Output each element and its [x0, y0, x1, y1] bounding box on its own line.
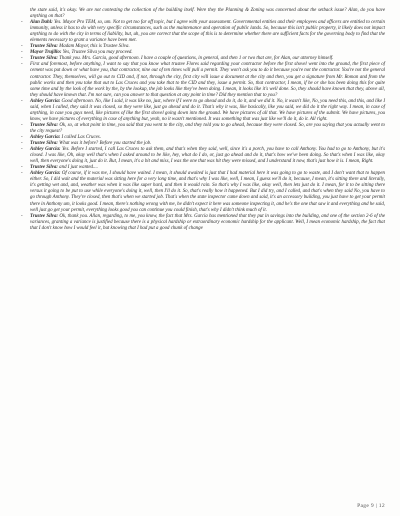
bullet-dash: -	[21, 134, 23, 140]
bullet-dash: -	[21, 147, 23, 153]
transcript-paragraph-7	[21, 122, 385, 135]
speaker-name: Ashley Garcia:	[30, 134, 61, 140]
speaker-name: Trustee Silva:	[30, 122, 59, 128]
bullet-dash: -	[21, 50, 23, 56]
transcript-paragraph-6	[21, 98, 385, 123]
speaker-name: Trustee Silva:	[30, 213, 59, 219]
paragraph-text: Yes. Before I started, I call Las Cruces to ask them, and that's when they said, well, since it's a porch, you have to call Anthony. You had to go to Anthony, but it's closed. I was like, Oh, okay well that's when I asked around to be like, hey, what do I do, or, just go ahead and do it, that's how we've been doing. So that's when I was like, okay well, then everyone's doing it, just do it. But, I mean, it's a bit and miss, I was the one that was hit they were missed, and I understand it now, that's just how it is. I mean, Right.	[30, 147, 385, 165]
bullet-dash: -	[21, 20, 23, 26]
speaker-name: Mayor Trujillo:	[30, 50, 62, 56]
paragraph-text: Good afternoon. No, like I said, it was like no, just, where if I were to go ahead and do it, do it, and we did it. No, it wasn't like, No, you need this, and this, and like I said, when I called, they said it was closed, so they were like, just go ahead and do it. That's why it was, like basically, like you said, we did do it the right way. I mean, in case of anything, in case you guys need, like pictures of like the first shovel going down into the ground. We have pictures of all that. We have pictures of the submit. We have pictures, you know, we have pictures of everything in case of anything but, yeah, no it wasn't mentioned. It was something that was just like we'll do it, do it. All right.	[30, 98, 385, 122]
transcript-paragraph-0	[30, 8, 385, 20]
paragraph-text: Ok, so, at what point in time, you said that you went to the city, and they told you to go ahead, because they were closed. So, are you saying that you actually went to the city request?	[30, 122, 385, 134]
paragraph-text: the state said, it's okay. We are not contesting the collection of the building itself. Were they the Planning & Zoning was concerned about the setback issue? Alan, do you have anything on that?	[30, 8, 385, 20]
bullet-dash: -	[21, 122, 23, 128]
bullet-dash: -	[21, 213, 23, 219]
speaker-name: Ashley Garcia:	[30, 171, 61, 177]
paragraph-text: First and foremost, before anything, I want to say that you know what trustee Flores said regarding your contractor before the first shovel went into the ground, the first piece of cement was put down or what have you, that contractor, nine out of ten times will pull a permit. They won't ask you to do it because you're not the contractor. You're not the general contractor. They, themselves, will go out to CID and, if not, through the city, first city will issue a document at the city and then, you get a signature from Mr. Roman and from the public works and then you take that out to Las Cruces and you take that to the CID and they, issue a permit. So, that contractor, I mean, if he or she has been doing this for quite some time and by the look of the work by the, by the lookup, the job looks like they've been doing. I mean, it looks like it's well done. So, they should have known that they, above all, they should have known that. I'm not sure, can you answer to that question at any point in time? Did they mention that to you?	[30, 62, 385, 98]
transcript-paragraph-1	[21, 20, 385, 44]
transcript-paragraph-12	[21, 171, 385, 213]
bullet-dash: -	[21, 98, 23, 104]
paragraph-text: I called Las Cruces.	[61, 134, 101, 140]
paragraph-text: What was it before? Before you started the job.	[59, 141, 152, 147]
bullet-dash: -	[21, 165, 23, 171]
paragraph-text: Madam Mayor, this is Trustee Silva.	[59, 44, 130, 50]
bullet-dash: -	[21, 44, 23, 50]
speaker-name: Ashley Garcia:	[30, 147, 61, 153]
speaker-name: Trustee Silva:	[30, 44, 58, 50]
speaker-name: Ashley Garcia:	[30, 98, 61, 104]
paragraph-text: Thank you. Mrs. Garcia, good afternoon. I have a couple of questions, in general, and then 1 or two that are, for Alan, our attorney himself.	[59, 56, 334, 62]
paragraph-text: Yes. Mayor Pro TEM, so, um. Not to get too far off topic, but I agree with your assessment. Governmental entities and their employees and officers are entitled to certain immunity, unless it has to do with very specific circumstances, such as the maintenance and operation of public lands. So, because this isn't public property, it likely does not impact anything to do with the city in terms of liability, but, uh, you are correct that the scope of this is to determine whether there are sufficient facts for the governing body to find that the elements necessary to grant a variance have been met.	[30, 20, 385, 44]
speaker-name: Alan Dahl:	[30, 20, 53, 26]
paragraph-text: and I just wanted....	[59, 165, 98, 171]
bullet-dash: -	[21, 141, 23, 147]
transcript-paragraph-10	[21, 147, 385, 165]
transcript-body	[20, 8, 385, 232]
speaker-name: Trustee Silva:	[30, 56, 58, 62]
page-number-footer: Page 9 | 12	[357, 503, 385, 509]
speaker-name: Trustee Silva:	[30, 141, 58, 147]
bullet-dash: -	[21, 62, 23, 68]
paragraph-text: Of course, if it was me, I should have waited. I mean, it should awaited is just that I had material here it was going to go to waste, and I don't want that to happen either. So, I did wait and the material was sitting here for a very long time, and that's why I was like, well, I mean, I guess we'll do it, because, I mean, it's sitting there and literally, it's getting wet and, and, weather was when it was like super hard, and then it would rain. So that's why I was like, okay well, then lets just do it. I mean, for it to be sitting there versus it going to be put to use while everyone's doing it, well, then I'll do it. So, that's really how it happened. But I did try, and I called, and that's when they said No, you have to go through Anthony. They're closed, then that's when we started job. That's when the state inspector came down and said, it's an accessory building, you just have to get your permit there in Anthony um, it looks good. I mean, there's nothing wrong with me, he didn't expect it here was someone inspecting it, and he's the one that saw it and everything and he said, well just go get your permit, everything looks good you can continue you could finish, that's why I didn't think much of it.	[30, 171, 385, 213]
transcript-paragraph-13	[21, 213, 385, 232]
transcript-paragraph-5	[21, 62, 385, 98]
paragraph-text: Ok, thank you. Allan, regarding, to me, you know, the fact that Mrs. Garcia has mentioned that they put in savings into the building, and one of the section 2-6 of the variances, granting a variance is justified because there is a physical hardship or extraordinary economic hardship for the applicant. Well, I mean economic hardship, the fact that that I don't know how I would feel it, but knowing that I had put a good chunk of change	[30, 213, 385, 231]
paragraph-text: Yes, Trustee Silva you may proceed.	[62, 50, 133, 56]
speaker-name: Trustee Silva:	[30, 165, 58, 171]
bullet-dash: -	[21, 56, 23, 62]
bullet-dash: -	[21, 171, 23, 177]
